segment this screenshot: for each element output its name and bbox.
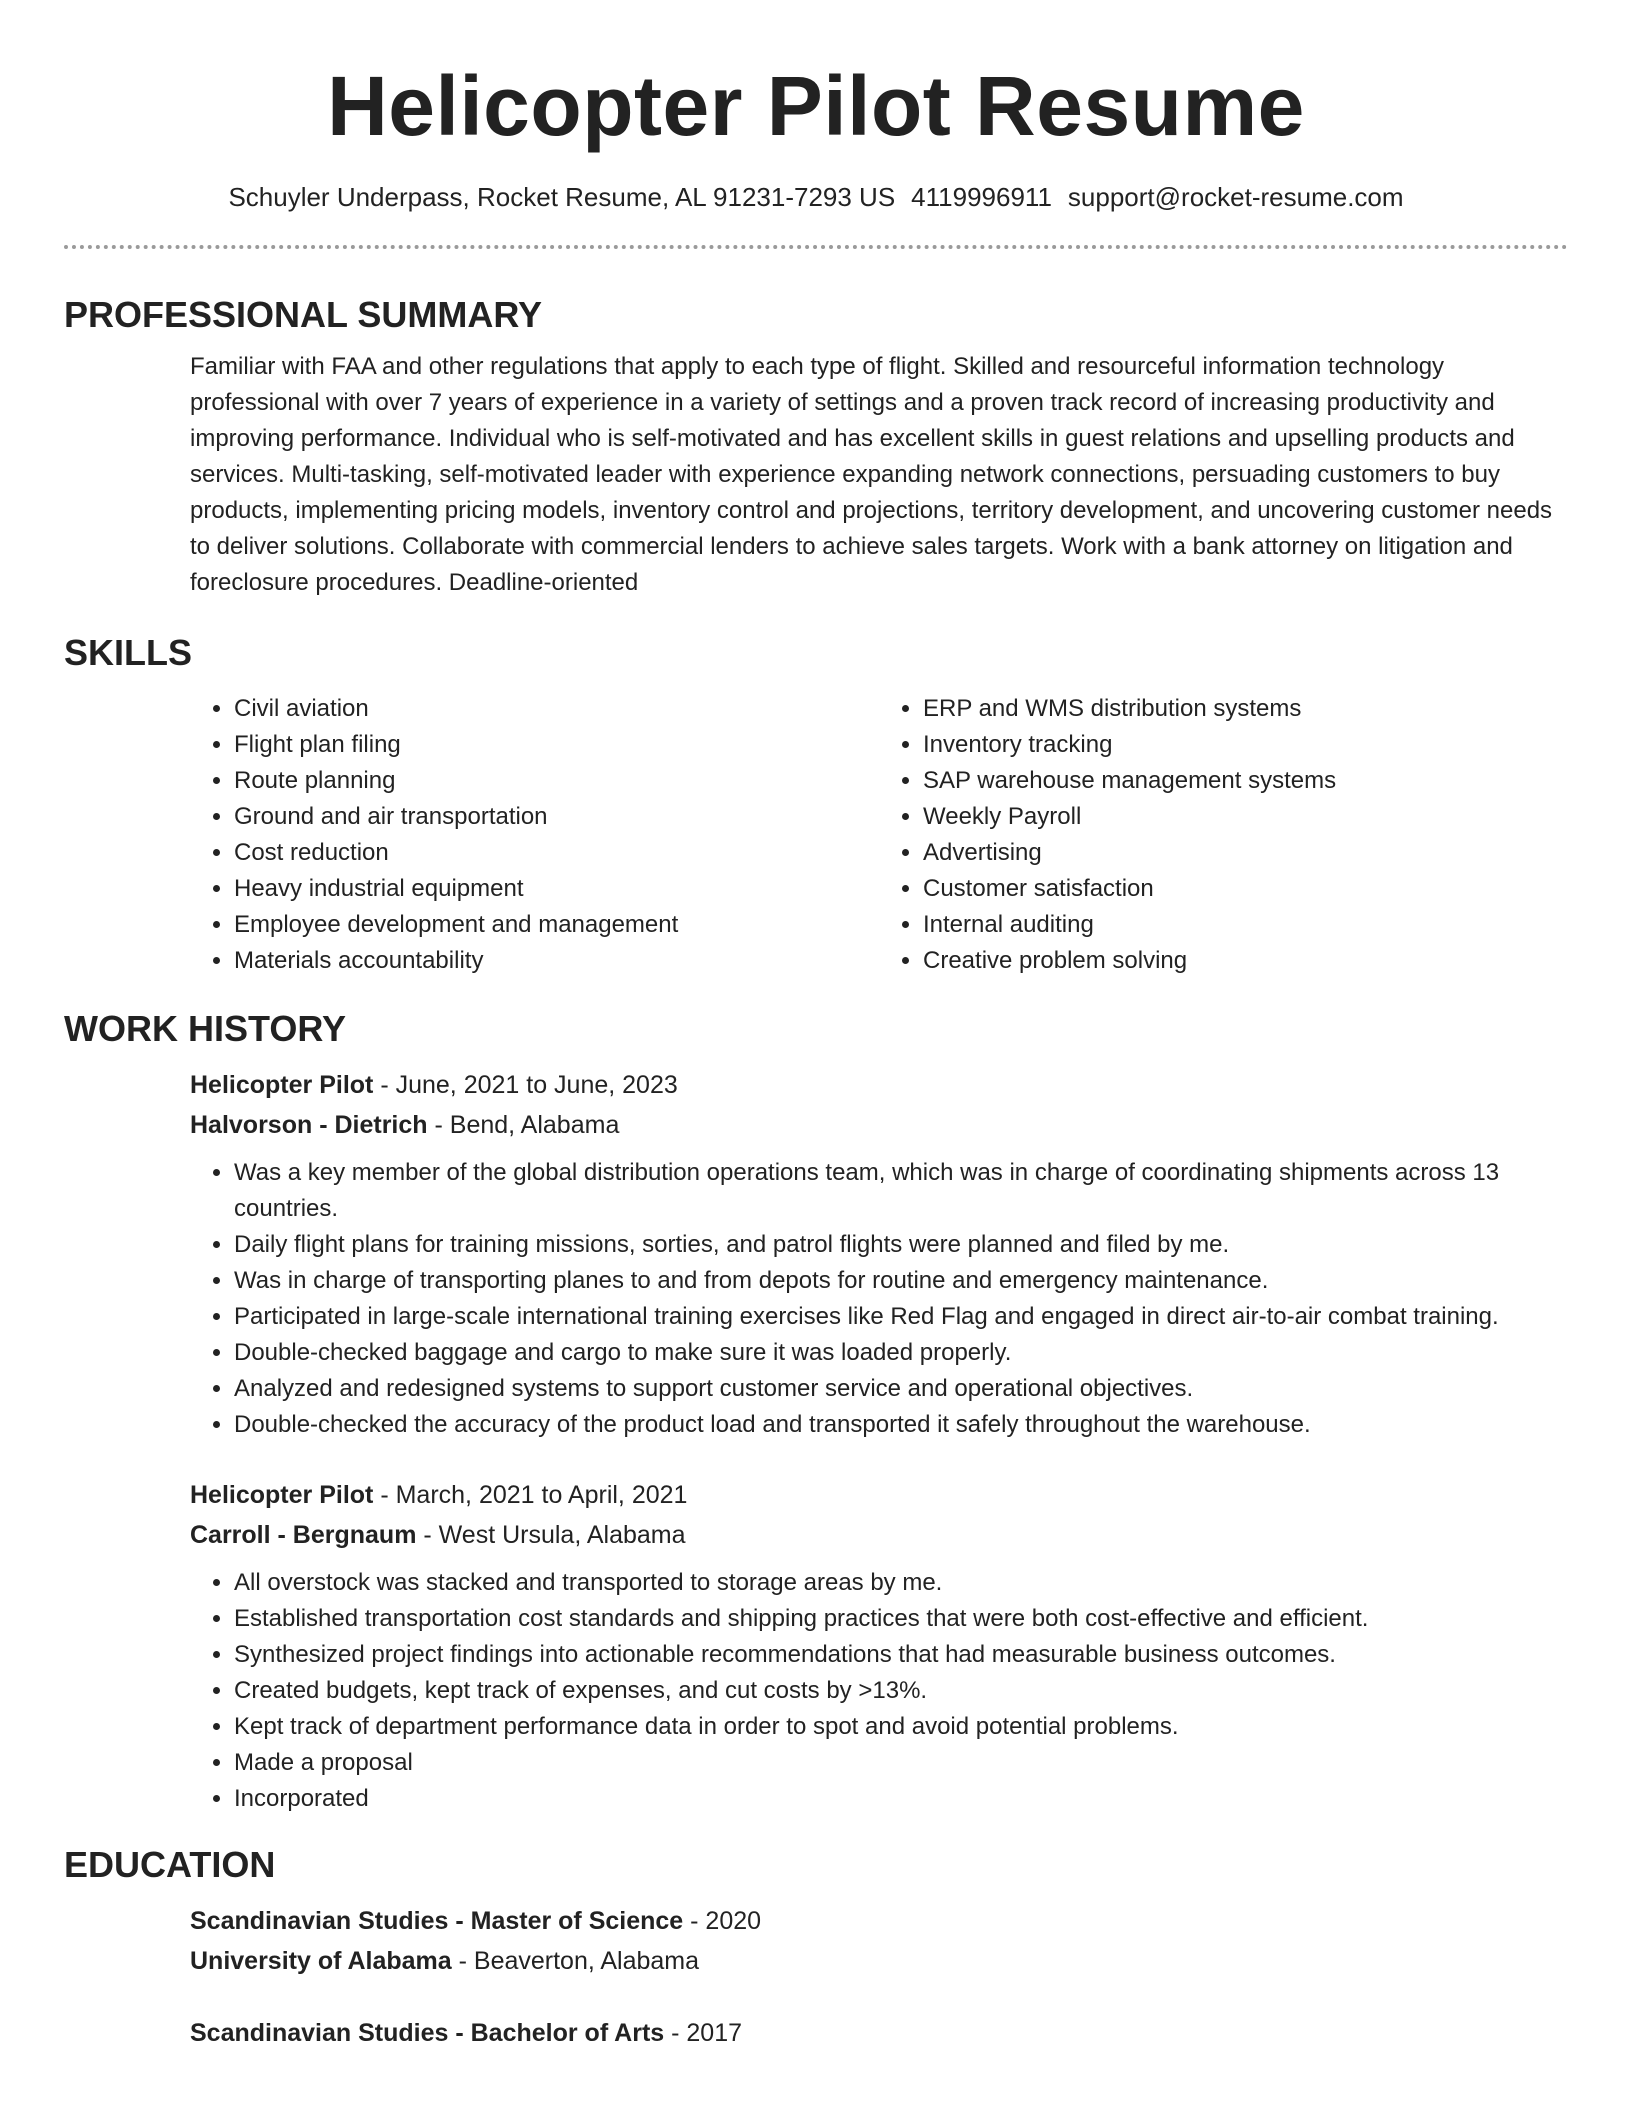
education-degree-line [190, 1901, 1568, 1941]
job-bullet: • Was in charge of transporting planes to and from depots for routine and emergency maintenance. [234, 1263, 1568, 1299]
summary-text: Familiar with FAA and other regulations that apply to each type of flight. Skilled and resourceful information technology professional with over 7 years of experience in a variety of settings and a proven track record of increasing productivity and improving performance. Individual who is self-motivated and has excellent skills in guest relations and upselling products and services. Multi-tasking, self-motivated leader with experience expanding network connections, persuading customers to buy products, implementing pricing models, inventory control and projections, territory development, and uncovering customer needs to deliver solutions. Collaborate with commercial lenders to achieve sales targets. Work with a bank attorney on litigation and foreclosure procedures. Deadline-oriented [190, 353, 1553, 596]
job-bullet: • Participated in large-scale international training exercises like Red Flag and engaged in direct air-to-air combat training. [234, 1299, 1568, 1335]
job-bullet: • Incorporated [234, 1781, 1568, 1817]
job-entry [190, 1065, 1568, 1443]
job-bullet: • Double-checked the accuracy of the product load and transported it safely throughout the warehouse. [234, 1407, 1568, 1443]
job-bullet: • Kept track of department performance data in order to spot and avoid potential problems. [234, 1709, 1568, 1745]
education-degree-line [190, 2013, 1568, 2053]
job-title-line [190, 1475, 1568, 1515]
page-title: Helicopter Pilot Resume [327, 59, 1305, 153]
education-location: - Beaverton, Alabama [451, 1947, 700, 1975]
job-bullet: • Created budgets, kept track of expenses, and cut costs by >13%. [234, 1673, 1568, 1709]
skill-item: • SAP warehouse management systems [923, 763, 1568, 799]
job-bullet: • Daily flight plans for training missions, sorties, and patrol flights were planned and filed by me. [234, 1227, 1568, 1263]
skill-item: • Employee development and management [234, 907, 879, 943]
job-dates: - June, 2021 to June, 2023 [373, 1071, 678, 1099]
contact-email: support@rocket-resume.com [1067, 182, 1404, 212]
education-entry [190, 2013, 1568, 2053]
skills-grid [190, 691, 1568, 979]
job-title: Helicopter Pilot [190, 1071, 374, 1099]
summary-heading: PROFESSIONAL SUMMARY [64, 294, 543, 335]
skill-item: • Route planning [234, 763, 879, 799]
job-bullet: • Double-checked baggage and cargo to make sure it was loaded properly. [234, 1335, 1568, 1371]
job-dates: - March, 2021 to April, 2021 [373, 1481, 688, 1509]
skills-list-left [190, 691, 879, 979]
skills-section [64, 631, 1568, 979]
job-bullet: • Analyzed and redesigned systems to support customer service and operational objectives. [234, 1371, 1568, 1407]
job-title: Helicopter Pilot [190, 1481, 374, 1509]
work-history-heading: WORK HISTORY [64, 1008, 347, 1049]
skill-item: • ERP and WMS distribution systems [923, 691, 1568, 727]
skill-item: • Cost reduction [234, 835, 879, 871]
skill-item: • Internal auditing [923, 907, 1568, 943]
skill-item: • Flight plan filing [234, 727, 879, 763]
skill-item: • Creative problem solving [923, 943, 1568, 979]
job-location: - Bend, Alabama [427, 1111, 620, 1139]
job-bullet: • Synthesized project findings into actionable recommendations that had measurable business outcomes. [234, 1637, 1568, 1673]
education-school: University of Alabama [190, 1947, 452, 1975]
job-bullet: • Made a proposal [234, 1745, 1568, 1781]
skill-item: • Inventory tracking [923, 727, 1568, 763]
summary-section [64, 293, 1568, 601]
job-bullet: • All overstock was stacked and transported to storage areas by me. [234, 1565, 1568, 1601]
job-entry [190, 1475, 1568, 1817]
skill-item: • Advertising [923, 835, 1568, 871]
job-location: - West Ursula, Alabama [416, 1521, 686, 1549]
education-entry [190, 1901, 1568, 1981]
education-year: - 2020 [683, 1907, 762, 1935]
skills-list-right [879, 691, 1568, 979]
job-company-line [190, 1515, 1568, 1555]
skill-item: • Materials accountability [234, 943, 879, 979]
header-divider [64, 245, 1568, 249]
job-bullets [190, 1155, 1568, 1443]
job-company-line [190, 1105, 1568, 1145]
education-school-line [190, 1941, 1568, 1981]
skill-item: • Civil aviation [234, 691, 879, 727]
education-section [64, 1843, 1568, 2053]
job-bullets [190, 1565, 1568, 1817]
skill-item: • Heavy industrial equipment [234, 871, 879, 907]
education-heading: EDUCATION [64, 1844, 276, 1885]
contact-line [64, 180, 1568, 214]
job-company: Carroll - Bergnaum [190, 1521, 417, 1549]
work-history-section [64, 1007, 1568, 1817]
job-bullet: • Was a key member of the global distribution operations team, which was in charge of coordinating shipments across 13 countries. [234, 1155, 1568, 1227]
job-title-line [190, 1065, 1568, 1105]
education-year: - 2017 [664, 2019, 743, 2047]
education-degree: Scandinavian Studies - Bachelor of Arts [190, 2019, 665, 2047]
skill-item: • Ground and air transportation [234, 799, 879, 835]
job-bullet: • Established transportation cost standards and shipping practices that were both cost-effective and efficient. [234, 1601, 1568, 1637]
skill-item: • Weekly Payroll [923, 799, 1568, 835]
contact-address: Schuyler Underpass, Rocket Resume, AL 91231-7293 US [228, 182, 896, 212]
contact-phone: 4119996911 [911, 182, 1052, 212]
skill-item: • Customer satisfaction [923, 871, 1568, 907]
education-degree: Scandinavian Studies - Master of Science [190, 1907, 684, 1935]
job-company: Halvorson - Dietrich [190, 1111, 428, 1139]
skills-heading: SKILLS [64, 632, 193, 673]
